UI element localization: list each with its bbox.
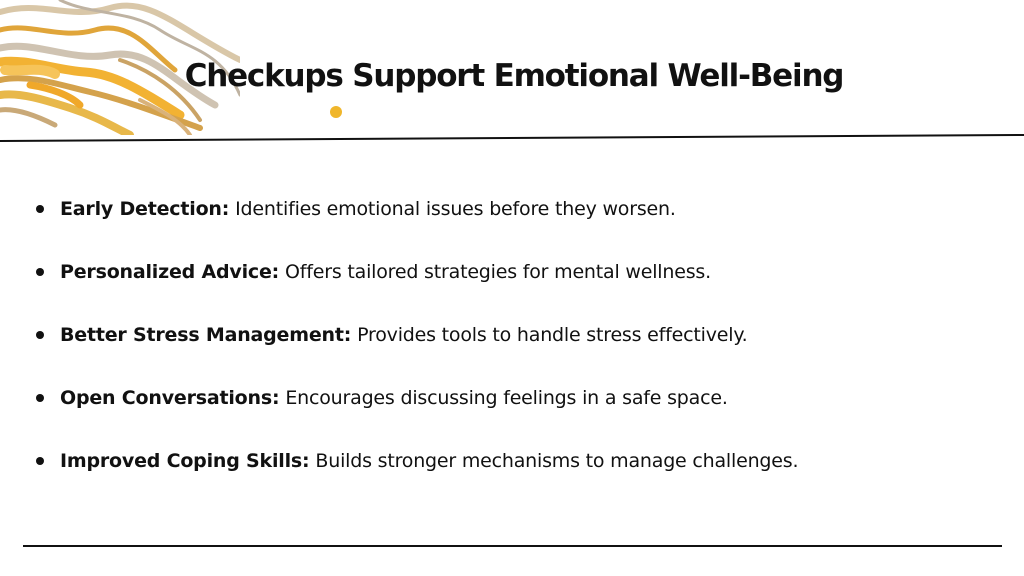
bullet-dot-icon: [36, 268, 44, 276]
bullet-text: Offers tailored strategies for mental wellness.: [285, 261, 711, 283]
bullet-term: Open Conversations:: [60, 387, 280, 409]
bullet-item: [36, 256, 798, 288]
accent-dot: [330, 106, 342, 118]
bullet-text: Provides tools to handle stress effectively.: [357, 324, 748, 346]
title-divider: [0, 130, 1024, 144]
bullet-item: [36, 319, 798, 351]
bullet-text: Encourages discussing feelings in a safe space.: [285, 387, 728, 409]
bullet-text: Builds stronger mechanisms to manage challenges.: [315, 450, 799, 472]
bullet-item: [36, 382, 798, 414]
bullet-dot-icon: [36, 331, 44, 339]
bottom-divider: [23, 545, 1002, 547]
bullet-term: Improved Coping Skills:: [60, 450, 310, 472]
bullet-term: Personalized Advice:: [60, 261, 280, 283]
bullet-list: [36, 193, 798, 508]
bullet-dot-icon: [36, 205, 44, 213]
bullet-term: Better Stress Management:: [60, 324, 352, 346]
bullet-text: Identifies emotional issues before they worsen.: [235, 198, 676, 220]
bullet-item: [36, 193, 798, 225]
bullet-dot-icon: [36, 394, 44, 402]
slide-title: Checkups Support Emotional Well-Being: [184, 58, 844, 94]
bullet-item: [36, 445, 798, 477]
bullet-dot-icon: [36, 457, 44, 465]
bullet-term: Early Detection:: [60, 198, 230, 220]
